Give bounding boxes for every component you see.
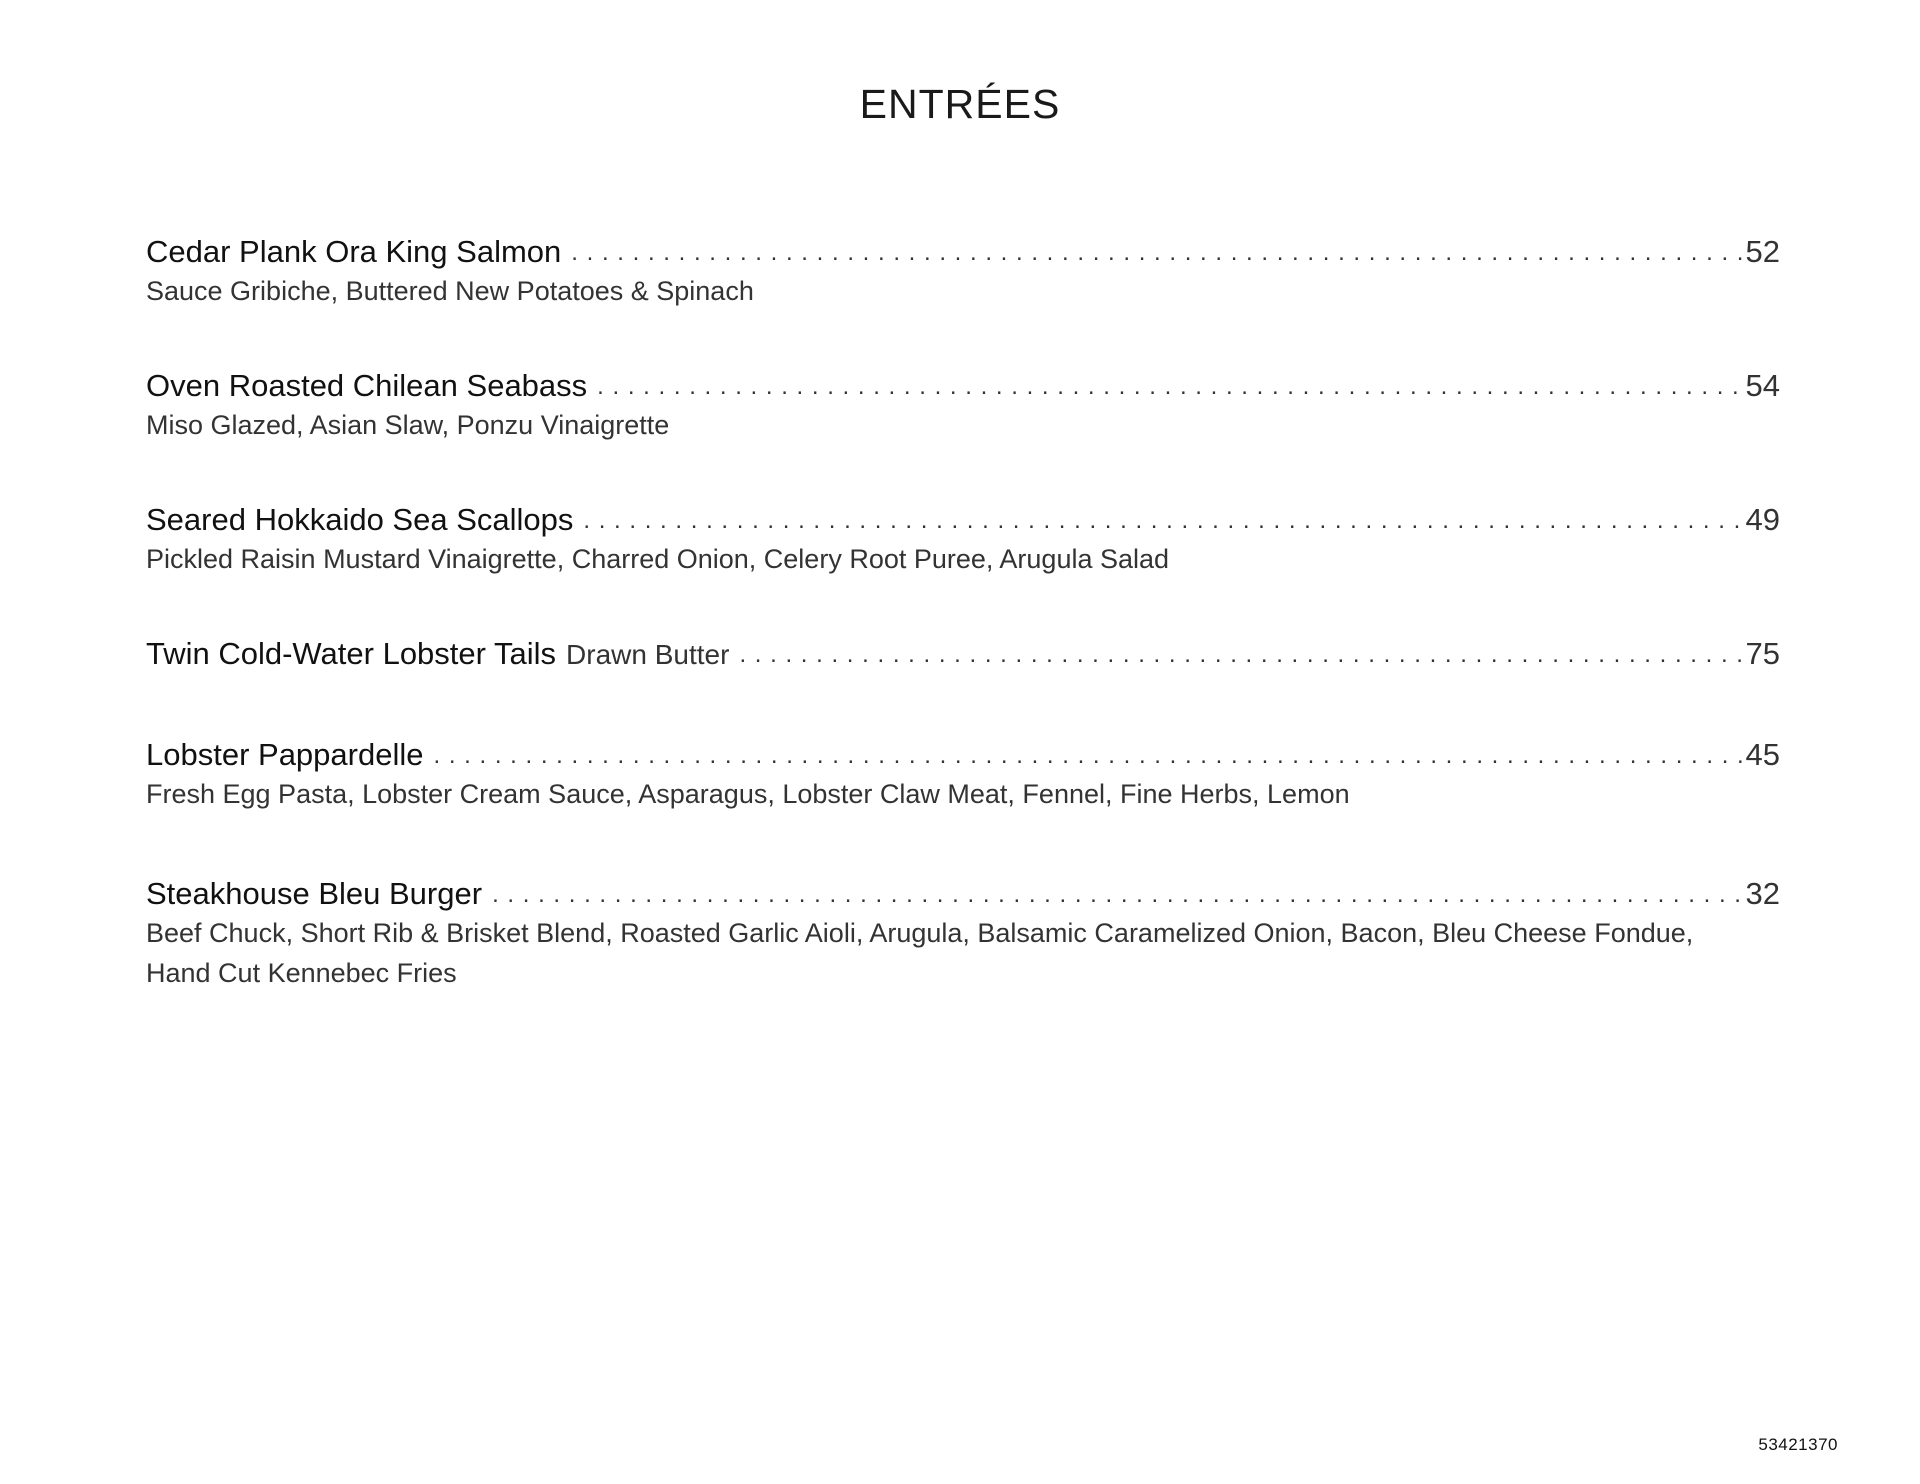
- page-title: ENTRÉES: [859, 81, 1061, 127]
- item-line: [146, 634, 1780, 677]
- menu-item-salmon: [146, 232, 1780, 311]
- menu-item-scallops: [146, 500, 1780, 579]
- dot-leader: [492, 875, 1741, 915]
- dot-leader: [571, 233, 1741, 273]
- item-price: 54: [1745, 368, 1780, 403]
- item-name: Twin Cold-Water Lobster Tails: [146, 636, 557, 671]
- item-name: Seared Hokkaido Sea Scallops: [146, 502, 574, 537]
- item-line: [146, 500, 1780, 543]
- item-name: Oven Roasted Chilean Seabass: [146, 368, 588, 403]
- item-description: Pickled Raisin Mustard Vinaigrette, Charred Onion, Celery Root Puree, Arugula Salad: [146, 544, 1170, 574]
- menu-item-seabass: [146, 366, 1780, 445]
- item-price: 75: [1745, 636, 1780, 671]
- item-name: Steakhouse Bleu Burger: [146, 876, 483, 911]
- item-name: Lobster Pappardelle: [146, 737, 424, 772]
- item-description: Miso Glazed, Asian Slaw, Ponzu Vinaigrette: [146, 410, 670, 440]
- dot-leader: [597, 367, 1741, 407]
- item-line: [146, 366, 1780, 409]
- item-description: Beef Chuck, Short Rib & Brisket Blend, Roasted Garlic Aioli, Arugula, Balsamic Caramelized Onion, Bacon, Bleu Cheese Fondue, Hand Cut Kennebec Fries: [146, 918, 1694, 988]
- document-code: 53421370: [1758, 1435, 1838, 1454]
- item-inline-description: Drawn Butter: [566, 639, 730, 670]
- item-name: Cedar Plank Ora King Salmon: [146, 234, 562, 269]
- menu-item-burger: [146, 874, 1780, 993]
- item-line: [146, 232, 1780, 275]
- item-price: 45: [1745, 737, 1780, 772]
- item-price: 52: [1745, 234, 1780, 269]
- item-description: Sauce Gribiche, Buttered New Potatoes & Spinach: [146, 276, 754, 306]
- menu-item-lobster-tails: [146, 634, 1780, 677]
- item-line: [146, 874, 1780, 917]
- item-price: 32: [1745, 876, 1780, 911]
- item-line: [146, 735, 1780, 778]
- dot-leader: [583, 501, 1741, 541]
- menu-item-pappardelle: [146, 735, 1780, 814]
- dot-leader: [433, 736, 1741, 776]
- item-description: Fresh Egg Pasta, Lobster Cream Sauce, Asparagus, Lobster Claw Meat, Fennel, Fine Herbs, Lemon: [146, 779, 1350, 809]
- item-price: 49: [1745, 502, 1780, 537]
- dot-leader: [739, 635, 1741, 675]
